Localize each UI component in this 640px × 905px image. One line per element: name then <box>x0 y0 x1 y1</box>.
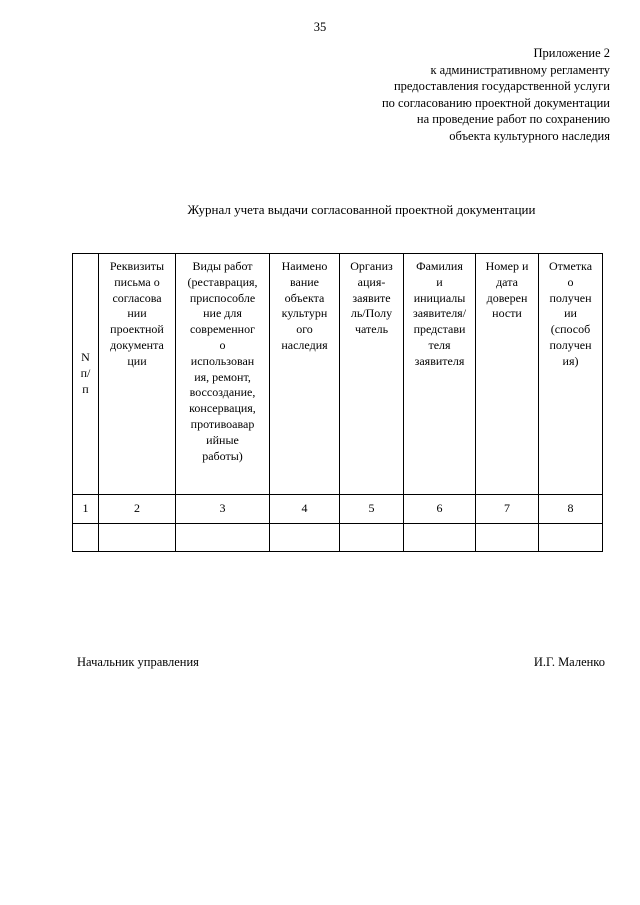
header-text-line: чатель <box>354 322 389 337</box>
header-text-line: вание <box>289 274 319 289</box>
empty-table-row <box>73 524 603 552</box>
header-text-line: нии <box>127 306 147 321</box>
header-text-line: ние для <box>203 306 242 321</box>
appendix-line: по согласованию проектной документации <box>381 95 610 110</box>
empty-cell <box>340 524 404 552</box>
header-text-line: Номер и <box>485 259 529 273</box>
header-text-line: ия, ремонт, <box>194 369 251 384</box>
header-text-line: N <box>81 350 90 365</box>
header-text-line: современног <box>189 322 255 337</box>
header-text-line: ии <box>564 306 577 321</box>
header-cell <box>404 254 476 495</box>
header-text-line: Реквизиты <box>109 259 165 273</box>
header-text-line: Организ <box>350 259 393 273</box>
header-cell <box>539 254 603 495</box>
header-text-line: ль/Полу <box>350 306 393 321</box>
appendix-line: Приложение 2 <box>533 46 610 60</box>
column-number: 2 <box>99 495 176 524</box>
empty-cell <box>539 524 603 552</box>
empty-cell <box>73 524 99 552</box>
header-text-line: консервация, <box>189 401 256 416</box>
header-text-line: культурн <box>281 306 328 321</box>
column-number: 8 <box>539 495 603 524</box>
header-text-line: письма о <box>114 274 160 289</box>
appendix-line: на проведение работ по сохранению <box>416 112 610 126</box>
column-number: 3 <box>176 495 270 524</box>
table-header-row <box>73 254 603 495</box>
header-text-line: инициалы <box>413 290 466 305</box>
header-text-line: Наимено <box>281 259 328 273</box>
empty-cell <box>476 524 539 552</box>
header-text-line: получен <box>549 337 592 352</box>
column-number: 1 <box>73 495 99 524</box>
journal-table <box>72 253 603 552</box>
empty-cell <box>404 524 476 552</box>
header-text-line: наследия <box>281 337 328 352</box>
header-cell <box>340 254 404 495</box>
appendix-header <box>250 45 610 144</box>
header-text-line: получен <box>549 290 592 305</box>
header-text-line: ции <box>127 353 147 368</box>
header-text-line: приспособле <box>189 290 256 305</box>
header-text-line: проектной <box>110 322 164 337</box>
header-text-line: ийные <box>206 432 239 447</box>
header-text-line: согласова <box>112 290 162 305</box>
header-text-line: доверен <box>486 290 528 305</box>
header-text-line: заявителя <box>414 353 465 368</box>
appendix-line: предоставления государственной услуги <box>393 79 610 93</box>
header-text-line: документа <box>110 337 164 352</box>
header-cell <box>176 254 270 495</box>
header-text-line: работы) <box>202 448 243 463</box>
column-number: 6 <box>404 495 476 524</box>
header-text-line: п <box>82 381 89 396</box>
header-cell <box>99 254 176 495</box>
header-text-line: п/ <box>80 366 91 381</box>
header-text-line: воссоздание, <box>189 385 256 400</box>
header-text-line: о <box>567 274 574 289</box>
signatory-name: И.Г. Маленко <box>533 655 605 669</box>
header-text-line: Фамилия <box>416 259 463 273</box>
header-text-line: о <box>219 337 226 352</box>
header-text-line: Виды работ <box>192 259 253 273</box>
appendix-line: объекта культурного наследия <box>449 128 610 143</box>
header-cell <box>476 254 539 495</box>
header-text-line: Отметка <box>548 259 593 273</box>
header-cell <box>73 254 99 495</box>
header-text-line: заявителя/ <box>412 306 467 321</box>
empty-cell <box>176 524 270 552</box>
journal-title: Журнал учета выдачи согласованной проектной документации <box>187 202 536 217</box>
header-text-line: ого <box>296 322 313 337</box>
header-text-line: теля <box>428 337 451 352</box>
signatory-position: Начальник управления <box>77 655 199 669</box>
header-text-line: (реставрация, <box>187 274 258 289</box>
header-text-line: использован <box>190 353 255 368</box>
header-text-line: дата <box>496 274 518 289</box>
header-text-line: ация- <box>357 274 386 289</box>
header-text-line: ности <box>492 306 522 321</box>
header-text-line: объекта <box>284 290 325 305</box>
column-number: 4 <box>270 495 340 524</box>
column-number: 5 <box>340 495 404 524</box>
header-cell <box>270 254 340 495</box>
appendix-line: к административному регламенту <box>430 62 610 77</box>
header-text-line: представи <box>413 322 466 337</box>
empty-cell <box>99 524 176 552</box>
page-number: 35 <box>313 20 327 34</box>
column-number: 7 <box>476 495 539 524</box>
header-text-line: противоавар <box>190 416 255 431</box>
header-text-line: и <box>436 274 443 289</box>
header-text-line: (способ <box>550 322 591 337</box>
header-text-line: ия) <box>562 353 579 368</box>
header-text-line: заявите <box>352 290 391 305</box>
column-number-row <box>73 495 603 524</box>
empty-cell <box>270 524 340 552</box>
